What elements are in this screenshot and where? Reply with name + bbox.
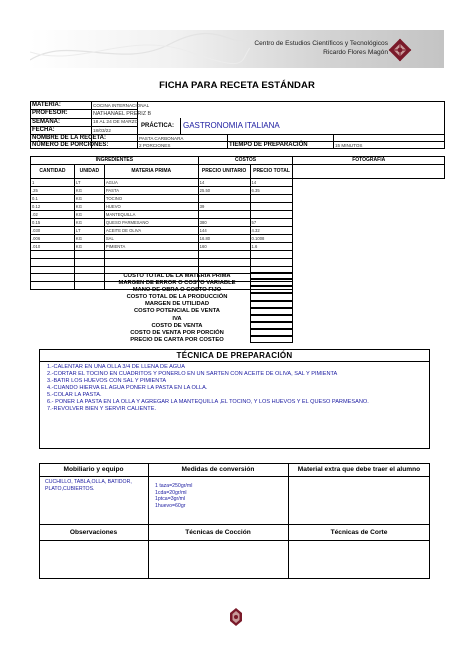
mobiliario-title: Mobiliario y equipo — [63, 466, 124, 473]
unidad-header: UNIDAD — [74, 165, 104, 179]
precio-unitario-cell: 160 — [198, 243, 250, 251]
precio-total-cell — [250, 251, 293, 259]
observaciones-title: Observaciones — [69, 529, 118, 536]
summary-label: MARGEN DE UTILIDAD — [144, 301, 210, 308]
unidad-cell: KG — [74, 219, 104, 227]
precio-total-cell: 0.1008 — [250, 235, 293, 243]
materia-value: COCINA INTERNACIONAL — [93, 103, 150, 108]
precio-unitario-cell — [198, 195, 250, 203]
unidad-cell: KG — [74, 243, 104, 251]
corte-title: Técnicas de Corte — [330, 529, 388, 536]
step-5: 5.-COLAR LA PASTA. — [47, 392, 102, 398]
cantidad-cell: .02 — [31, 211, 75, 219]
fecha-value: 18/03/22 — [93, 128, 111, 133]
mobiliario-text: CUCHILLO, TABLA,OLLA, BATIDOR, PLATO,CUBIERTOS. — [45, 479, 132, 492]
summary-label: MANO DE OBRA O COSTO FIJO — [132, 286, 222, 293]
porciones-value: 2 PORCIONES — [139, 143, 171, 148]
summary-value-cell — [250, 322, 293, 329]
practica-label: PRÁCTICA: — [141, 123, 174, 129]
summary-label: PRECIO DE CARTA POR COSTEO — [130, 336, 224, 343]
unidad-cell — [74, 282, 104, 290]
medida-1: 1 taza=250gr/ml — [155, 483, 193, 489]
precio-unitario-cell — [198, 211, 250, 219]
step-3: 3.-BATIR LOS HUEVOS CON SAL Y PIMIENTA — [47, 378, 167, 384]
costos-header: COSTOS — [198, 157, 293, 165]
materia-cell: MANTEQUILLA — [104, 211, 198, 219]
summary-label: COSTO TOTAL DE LA PRODUCCIÓN — [126, 294, 228, 301]
medidas-list — [155, 483, 192, 509]
step-7: 7.-REVOLVER BIEN Y SERVIR CALIENTE. — [47, 406, 157, 412]
fotografia-header: FOTOGRAFÍA — [293, 157, 445, 165]
unidad-cell: KG — [74, 235, 104, 243]
ingredientes-header: INGREDIENTES — [31, 157, 199, 165]
ingredient-row — [31, 187, 445, 195]
summary-value-cell — [250, 272, 293, 279]
ingredient-row — [31, 235, 445, 243]
precio-total-cell — [250, 211, 293, 219]
materia-cell: SAL — [104, 235, 198, 243]
ingredient-row — [31, 203, 445, 211]
ipn-cecyt-logo-icon — [387, 37, 413, 63]
precio-unitario-cell — [198, 251, 250, 259]
ingredient-row — [31, 195, 445, 203]
materia-cell: QUESO PARMESANO — [104, 219, 198, 227]
precio-total-cell: 1.6 — [250, 243, 293, 251]
cantidad-cell — [31, 266, 75, 274]
medida-4: 1huevo=60gr — [155, 502, 186, 509]
summary-value-cell — [250, 315, 293, 322]
institution-line-2: Ricardo Flores Magón — [323, 48, 388, 56]
precio-unitario-cell: 39 — [198, 203, 250, 211]
material-title: Material extra que debe traer el alumno — [297, 466, 421, 473]
materia-cell — [104, 258, 198, 266]
precio-unitario-cell: 14 — [198, 179, 250, 187]
precio-total-cell: 6.35 — [250, 187, 293, 195]
summary-value-cell — [250, 329, 293, 336]
materia-cell: PASTA — [104, 187, 198, 195]
decorative-swirl-icon — [30, 30, 250, 68]
cantidad-cell: .006 — [31, 235, 75, 243]
precio-unitario-header: PRECIO UNITARIO — [198, 165, 250, 179]
institution-seal-icon — [228, 607, 244, 627]
ingredient-row — [31, 219, 445, 227]
cantidad-cell — [31, 274, 75, 282]
summary-label: COSTO DE VENTA — [151, 322, 203, 329]
tecnica-title: TÉCNICA DE PREPARACIÓN — [176, 351, 293, 360]
semana-value: 18 AL 24 DE MARZO — [93, 120, 139, 125]
ingredients-table — [30, 156, 445, 290]
materia-cell: TOCINO — [104, 195, 198, 203]
materia-cell: ACEITE DE OLIVA — [104, 227, 198, 235]
precio-total-cell — [250, 203, 293, 211]
cantidad-cell: 1 — [31, 179, 75, 187]
precio-unitario-cell: 380 — [198, 219, 250, 227]
cantidad-cell: 0.12 — [31, 203, 75, 211]
practica-value: GASTRONOMIA ITALIANA — [183, 121, 280, 130]
medida-3: 1ptca=3gr/ml — [155, 496, 186, 502]
coccion-title: Técnicas de Cocción — [185, 529, 251, 536]
photo-area — [293, 165, 445, 179]
unidad-cell: KG — [74, 203, 104, 211]
summary-label: COSTO POTENCIAL DE VENTA — [134, 308, 220, 315]
porciones-label: NÚMERO DE PORCIONES: — [32, 142, 109, 148]
unidad-cell — [74, 274, 104, 282]
step-2: 2.-CORTAR EL TOCINO EN CUADRITOS Y PONERLO EN UN SARTEN CON ACEITE DE OLIVA, SAL Y PIMIENTA — [47, 371, 338, 377]
tiempo-value: 15 MINUTOS — [335, 143, 363, 148]
cantidad-cell — [31, 251, 75, 259]
receta-value: PASTA CARBONARA — [139, 136, 184, 141]
unidad-cell: KG — [74, 187, 104, 195]
form-title: FICHA PARA RECETA ESTÁNDAR — [159, 80, 315, 91]
unidad-cell — [74, 258, 104, 266]
ingredient-row — [31, 179, 445, 187]
tiempo-label: TIEMPO DE PREPARACIÓN — [229, 142, 308, 148]
medida-2: 1cda=20gr/ml — [155, 489, 187, 496]
precio-total-cell: 57 — [250, 219, 293, 227]
materia-cell: AGUA — [104, 179, 198, 187]
institution-line-1: Centro de Estudios Científicos y Tecnológicos — [254, 40, 388, 47]
precio-total-cell: 14 — [250, 179, 293, 187]
summary-value-cell — [250, 336, 293, 343]
profesor-label: PROFESOR: — [32, 110, 68, 116]
cantidad-cell: 0.15 — [31, 219, 75, 227]
materia-cell: HUEVO — [104, 203, 198, 211]
materia-prima-header: MATERIA PRIMA — [104, 165, 198, 179]
cantidad-cell — [31, 282, 75, 290]
step-1: 1.-CALENTAR EN UNA OLLA 3/4 DE LLENA DE AGUA — [47, 364, 185, 370]
summary-value-cell — [250, 279, 293, 286]
materia-label: MATERIA: — [32, 102, 61, 108]
precio-total-cell — [250, 258, 293, 266]
cantidad-cell: .010 — [31, 243, 75, 251]
precio-unitario-cell: 144 — [198, 227, 250, 235]
precio-total-header: PRECIO TOTAL — [250, 165, 293, 179]
summary-value-cell — [250, 301, 293, 308]
ingredient-row — [31, 251, 445, 259]
cantidad-cell — [31, 258, 75, 266]
cantidad-cell: .030 — [31, 227, 75, 235]
summary-value-cell — [250, 308, 293, 315]
materia-cell: PIMIENTA — [104, 243, 198, 251]
summary-label: IVA — [172, 315, 182, 322]
unidad-cell — [74, 266, 104, 274]
ingredient-row — [31, 243, 445, 251]
summary-label: COSTO TOTAL DE LA MATERIA PRIMA — [123, 272, 231, 279]
precio-total-cell: 4.32 — [250, 227, 293, 235]
semana-label: SEMANA: — [32, 119, 60, 125]
ingredient-row — [31, 227, 445, 235]
institution-name — [238, 40, 388, 57]
ingredient-row — [31, 211, 445, 219]
precio-unitario-cell — [198, 258, 250, 266]
receta-label: NOMBRE DE LA RECETA: — [32, 135, 106, 141]
step-6: 6.- PONER LA PASTA EN LA OLLA Y AGREGAR LA MANTEQUILLA ,EL TOCINO, Y LOS HUEVOS Y EL QUESO PARMESANO. — [47, 399, 369, 405]
unidad-cell: KG — [74, 195, 104, 203]
profesor-value: NATHANAEL PRERIZ B — [93, 111, 152, 117]
summary-value-cell — [250, 286, 293, 293]
fecha-label: FECHA: — [32, 127, 55, 133]
ingredient-row — [31, 258, 445, 266]
cantidad-cell: .25 — [31, 187, 75, 195]
summary-value-cell — [250, 293, 293, 300]
unidad-cell: KG — [74, 211, 104, 219]
unidad-cell: LT — [74, 227, 104, 235]
cantidad-header: CANTIDAD — [31, 165, 75, 179]
precio-unitario-cell: 25.50 — [198, 187, 250, 195]
unidad-cell — [74, 251, 104, 259]
precio-unitario-cell: 16.80 — [198, 235, 250, 243]
materia-cell — [104, 251, 198, 259]
cantidad-cell: 0.1 — [31, 195, 75, 203]
unidad-cell: LT — [74, 179, 104, 187]
medidas-title: Medidas de conversión — [181, 466, 255, 473]
step-4: 4.-CUANDO HIERVA EL AGUA PONER LA PASTA EN LA OLLA. — [47, 385, 208, 391]
summary-label: MARGEN DE ERROR O COSTO VARIABLE — [118, 279, 236, 286]
precio-total-cell — [250, 195, 293, 203]
summary-label: COSTO DE VENTA POR PORCIÓN — [130, 329, 224, 336]
